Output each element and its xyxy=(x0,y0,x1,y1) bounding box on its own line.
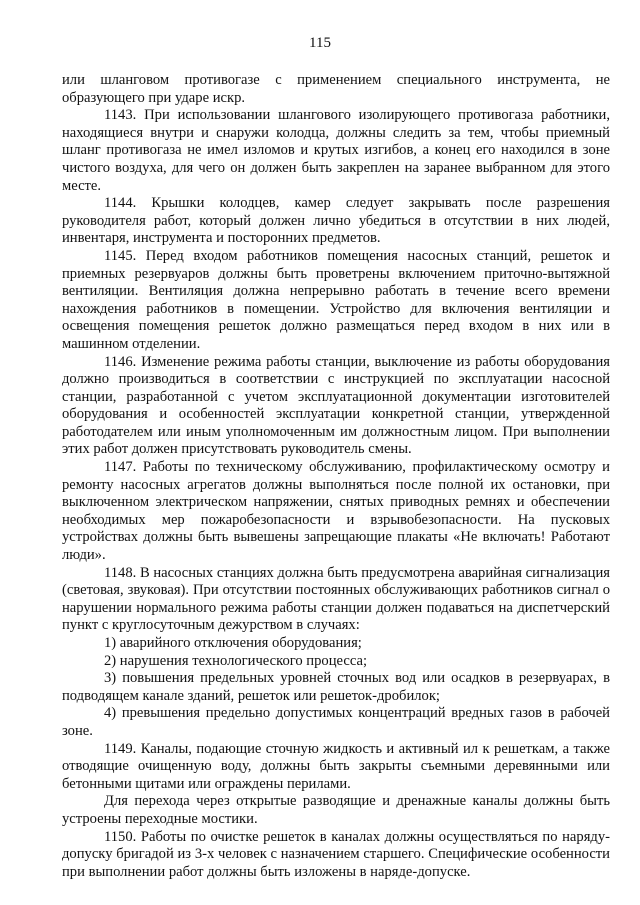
list-item-4: 4) превышения предельно допустимых концентраций вредных газов в рабочей зоне. xyxy=(62,705,610,739)
paragraph-1149: 1149. Каналы, подающие сточную жидкость и активный ил к решеткам, а также отводящие очищенную воду, должны быть закрыты съемными деревянными или бетонными щитами или ограждены перилами. xyxy=(62,740,610,792)
paragraph-1144: 1144. Крышки колодцев, камер следует закрывать после разрешения руководителя работ, который должен лично убедиться в отсутствии в них людей, инвентаря, инструмента и посторонних предметов. xyxy=(62,195,610,247)
paragraph-crossings: Для перехода через открытые разводящие и дренажные каналы должны быть устроены переходные мостики. xyxy=(62,793,610,827)
paragraph-continuation: или шланговом противогазе с применением специального инструмента, не образующего при ударе искр. xyxy=(62,72,610,106)
list-item-1: 1) аварийного отключения оборудования; xyxy=(104,635,362,651)
paragraph-1147: 1147. Работы по техническому обслуживанию, профилактическому осмотру и ремонту насосных агрегатов должны выполняться после полной их остановки, при выключенном электрическом напряжении, снятых приводных ремнях и обеспечении необходимых мер пожаробезопасности и взрывобезопасности. На пусковых устройствах должны быть вывешены запрещающие плакаты «Не включать! Работают люди». xyxy=(62,459,610,564)
document-body xyxy=(62,72,610,881)
paragraph-1145: 1145. Перед входом работников помещения насосных станций, решеток и приемных резервуаров должны быть проветрены включением приточно-вытяжной вентиляции. Вентиляция должна непрерывно работать в течение всего времени нахождения работников в помещении. Устройство для включения вентиляции и освещения помещения решеток должно размещаться перед входом в них или в машинном отделении. xyxy=(62,247,610,352)
list-item-3: 3) повышения предельных уровней сточных вод или осадков в резервуарах, в подводящем канале зданий, решеток или решеток-дробилок; xyxy=(62,670,610,704)
paragraph-1143: 1143. При использовании шлангового изолирующего противогаза работники, находящиеся внутри и снаружи колодца, должны следить за тем, чтобы приемный шланг противогаза не имел изломов и крутых изгибов, а конец его находился в зоне чистого воздуха, для чего он должен быть закреплен на заранее выбранном для этого месте. xyxy=(62,107,610,194)
paragraph-1146: 1146. Изменение режима работы станции, выключение из работы оборудования должно производиться в соответствии с инструкцией по эксплуатации насосной станции, разработанной с учетом эксплуатационной документации изготовителей оборудования и особенностей эксплуатации конкретной станции, утвержденной работодателем или иным уполномоченным им должностным лицом. При выполнении этих работ должен присутствовать руководитель смены. xyxy=(62,353,610,458)
page-number: 115 xyxy=(309,35,331,51)
paragraph-1150: 1150. Работы по очистке решеток в каналах должны осуществляться по наряду-допуску бригадой из 3-х человек с назначением старшего. Специфические особенности при выполнении работ должны быть изложены в наряде-допуске. xyxy=(62,828,610,880)
list-item-2: 2) нарушения технологического процесса; xyxy=(104,652,368,669)
paragraph-1148: 1148. В насосных станциях должна быть предусмотрена аварийная сигнализация (световая, звуковая). При отсутствии постоянных обслуживающих работников сигнал о нарушении нормального режима работы станции должен подаваться на диспетчерский пункт с круглосуточным дежурством в случаях: xyxy=(62,564,610,634)
